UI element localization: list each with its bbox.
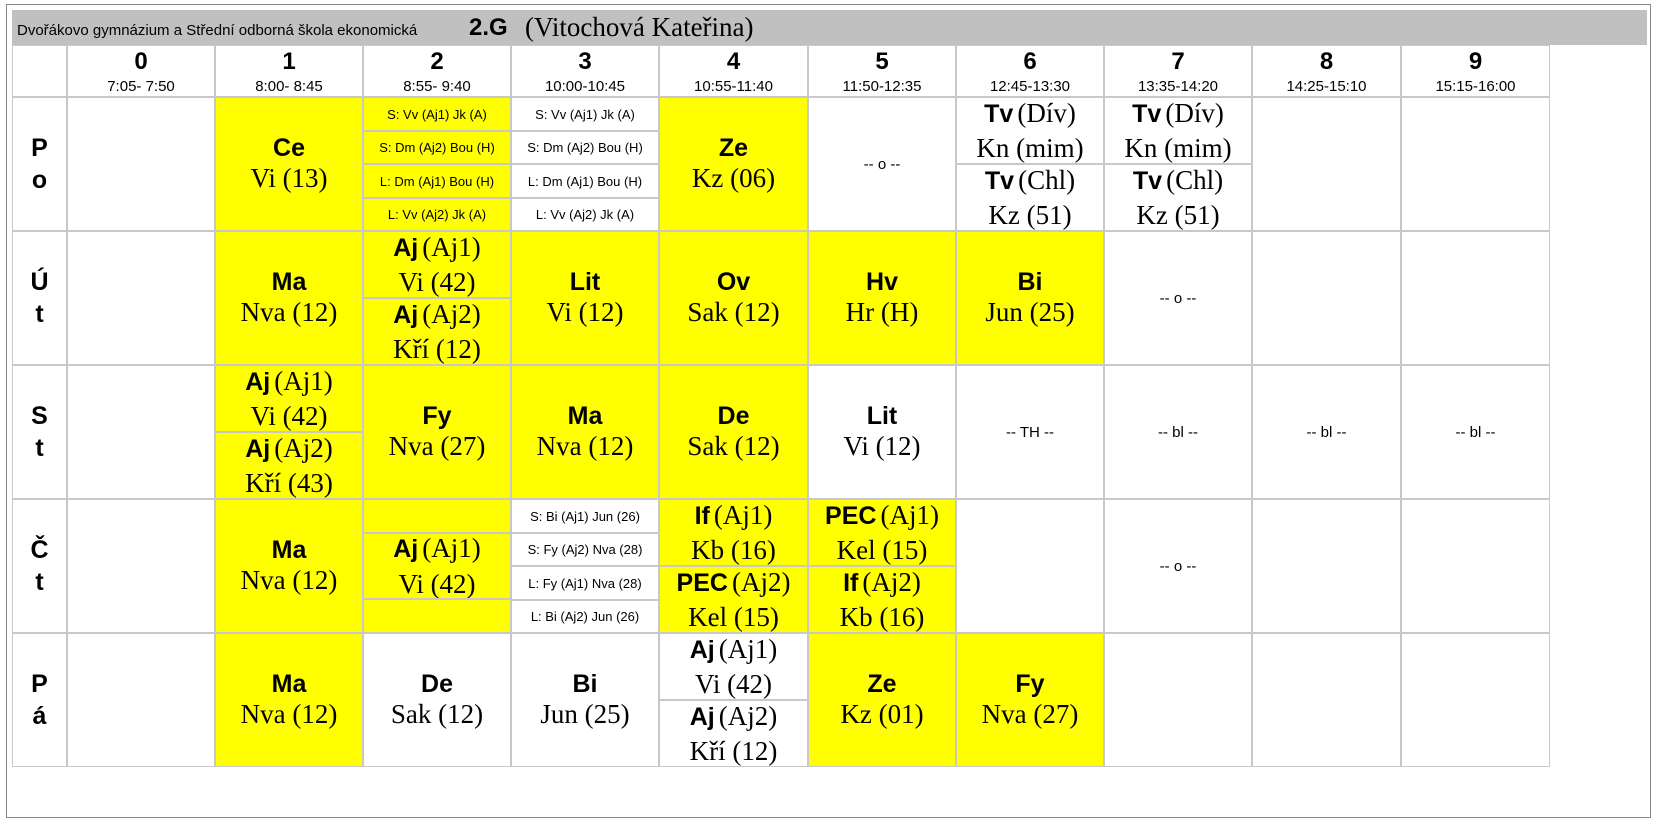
- group: (Aj2): [862, 566, 921, 597]
- day-letter: P: [31, 134, 48, 162]
- lesson-cell[interactable]: [215, 97, 363, 231]
- teacher-room: Vi (42): [250, 400, 328, 431]
- teacher-room: Kz (51): [1136, 199, 1220, 230]
- lesson-empty: [67, 499, 215, 633]
- subject: Aj: [393, 300, 419, 329]
- lesson-text: L: Vv (Aj2) Jk (A): [535, 207, 635, 222]
- lesson-text: L: Vv (Aj2) Jk (A): [387, 207, 487, 222]
- subject: If: [843, 568, 859, 597]
- day-label-thursday: [12, 499, 67, 633]
- lesson-empty: [363, 599, 511, 633]
- lesson-cell-small[interactable]: [511, 600, 659, 633]
- subject: Ma: [567, 402, 603, 430]
- lesson-text: S: Fy (Aj2) Nva (28): [527, 542, 643, 557]
- group: (Aj2): [422, 298, 481, 329]
- period-time: 14:25-15:10: [1286, 78, 1367, 95]
- teacher-room: Vi (12): [843, 431, 921, 461]
- free-period-label: -- o --: [1159, 557, 1197, 575]
- teacher-room: Nva (12): [240, 297, 338, 327]
- teacher-room: Kří (43): [245, 467, 333, 498]
- lesson-empty: [1401, 231, 1550, 365]
- lesson-empty: [956, 499, 1104, 633]
- subject: PEC: [825, 501, 877, 530]
- lesson-text: S: Vv (Aj1) Jk (A): [387, 106, 487, 122]
- day-letter: o: [31, 166, 48, 194]
- lesson-text: S: Dm (Aj2) Bou (H): [379, 140, 495, 155]
- subject: De: [421, 670, 453, 698]
- free-period-cell[interactable]: [1104, 231, 1252, 365]
- lesson-cell-small[interactable]: [363, 198, 511, 231]
- lesson-cell[interactable]: [956, 633, 1104, 767]
- group: (Aj1): [718, 633, 778, 664]
- lesson-text: S: Dm (Aj2) Bou (H): [527, 140, 643, 155]
- subject: Aj: [393, 534, 419, 563]
- lesson-cell[interactable]: [659, 499, 808, 566]
- lesson-cell-small[interactable]: [511, 97, 659, 131]
- free-period-cell[interactable]: [1104, 365, 1252, 499]
- corner-cell: [12, 45, 67, 97]
- subject: Lit: [866, 402, 898, 430]
- lesson-cell[interactable]: [215, 633, 363, 767]
- lesson-cell-small[interactable]: [363, 164, 511, 198]
- day-letter: t: [35, 300, 44, 328]
- subject: Ce: [273, 134, 305, 162]
- lesson-cell[interactable]: [808, 231, 956, 365]
- teacher-room: Kn (mim): [1124, 132, 1232, 163]
- lesson-empty: [1401, 633, 1550, 767]
- teacher-room: Kz (51): [988, 199, 1072, 230]
- free-period-label: -- TH --: [1005, 423, 1055, 441]
- period-header-7: [1104, 45, 1252, 97]
- lesson-cell[interactable]: [363, 231, 511, 298]
- group: (Aj1): [422, 533, 481, 563]
- day-letter: Ú: [30, 268, 49, 296]
- period-number: 2: [430, 48, 444, 75]
- teacher-room: Nva (12): [240, 565, 338, 595]
- lesson-cell[interactable]: [215, 365, 363, 432]
- lesson-cell[interactable]: [215, 231, 363, 365]
- lesson-cell[interactable]: [363, 633, 511, 767]
- day-letter: S: [31, 402, 48, 430]
- period-header-3: [511, 45, 659, 97]
- period-time: 10:55-11:40: [694, 78, 773, 95]
- period-header-9: [1401, 45, 1550, 97]
- period-header-8: [1252, 45, 1401, 97]
- lesson-cell-small[interactable]: [511, 198, 659, 231]
- lesson-cell[interactable]: [215, 499, 363, 633]
- school-name: Dvořákovo gymnázium a Střední odborná škola ekonomická: [17, 22, 418, 39]
- teacher-room: Vi (12): [546, 297, 624, 327]
- teacher-room: Nva (27): [981, 699, 1079, 729]
- teacher-room: Nva (27): [388, 431, 486, 461]
- period-header-2: [363, 45, 511, 97]
- lesson-cell[interactable]: [808, 633, 956, 767]
- class-teacher: (Vitochová Kateřina): [525, 12, 754, 42]
- lesson-cell-small[interactable]: [511, 131, 659, 164]
- subject: Aj: [689, 702, 715, 731]
- teacher-room: Vi (42): [398, 266, 476, 297]
- period-header-5: [808, 45, 956, 97]
- period-time: 11:50-12:35: [842, 78, 922, 95]
- lesson-empty: [1401, 97, 1550, 231]
- teacher-room: Jun (25): [540, 699, 630, 729]
- lesson-text: S: Vv (Aj1) Jk (A): [535, 106, 635, 122]
- teacher-room: Nva (12): [240, 699, 338, 729]
- lesson-cell[interactable]: [956, 164, 1104, 231]
- free-period-label: -- bl --: [1306, 423, 1347, 441]
- teacher-room: Nva (12): [536, 431, 634, 461]
- group: (Aj1): [713, 499, 773, 530]
- subject: Hv: [866, 268, 898, 296]
- teacher-room: Vi (42): [398, 568, 476, 599]
- period-number: 4: [726, 48, 741, 75]
- group: (Aj1): [880, 499, 939, 530]
- period-number: 0: [134, 48, 148, 75]
- teacher-room: Jun (25): [985, 297, 1075, 327]
- teacher-room: Kz (01): [840, 699, 924, 729]
- class-name: 2.G: [469, 14, 508, 41]
- period-time: 13:35-14:20: [1137, 78, 1219, 95]
- lesson-empty: [1252, 231, 1401, 365]
- lesson-empty: [67, 97, 215, 231]
- lesson-cell[interactable]: [659, 566, 808, 633]
- teacher-room: Kří (12): [689, 735, 778, 766]
- period-header-1: [215, 45, 363, 97]
- subject: Bi: [572, 670, 598, 698]
- period-number: 6: [1023, 48, 1037, 75]
- period-time: 7:05- 7:50: [107, 78, 175, 95]
- lesson-cell-small[interactable]: [511, 533, 659, 566]
- lesson-empty: [67, 231, 215, 365]
- free-period-cell[interactable]: [956, 365, 1104, 499]
- lesson-cell[interactable]: [363, 365, 511, 499]
- period-time: 12:45-13:30: [989, 78, 1071, 95]
- lesson-cell[interactable]: [659, 700, 808, 767]
- day-letter: P: [31, 670, 48, 698]
- day-letter: á: [32, 702, 47, 730]
- subject: Lit: [569, 268, 601, 296]
- group: (Dív): [1017, 97, 1076, 128]
- teacher-room: Vi (42): [694, 668, 773, 699]
- day-letter: t: [35, 568, 44, 596]
- group: (Dív): [1165, 97, 1224, 128]
- subject: Ze: [867, 670, 897, 698]
- lesson-cell[interactable]: [511, 231, 659, 365]
- free-period-cell[interactable]: [1104, 499, 1252, 633]
- lesson-cell-small[interactable]: [511, 499, 659, 533]
- period-header-4: [659, 45, 808, 97]
- group: (Aj2): [274, 432, 333, 463]
- period-time: 8:00- 8:45: [255, 78, 323, 95]
- period-time: 15:15-16:00: [1435, 78, 1516, 95]
- teacher-room: Vi (13): [250, 163, 328, 193]
- subject: Aj: [245, 367, 271, 396]
- free-period-cell[interactable]: [1252, 365, 1401, 499]
- lesson-empty: [1252, 499, 1401, 633]
- teacher-room: Hr (H): [845, 297, 919, 327]
- period-number: 5: [875, 48, 889, 75]
- teacher-room: Kn (mim): [976, 132, 1084, 163]
- lesson-cell[interactable]: [215, 432, 363, 499]
- teacher-room: Kz (06): [691, 163, 776, 193]
- lesson-text: S: Bi (Aj1) Jun (26): [530, 508, 640, 524]
- day-letter: Č: [30, 536, 49, 564]
- subject: Bi: [1017, 268, 1043, 296]
- free-period-label: -- bl --: [1158, 423, 1198, 441]
- day-label-tuesday: [12, 231, 67, 365]
- subject: Ma: [271, 268, 307, 296]
- subject: Aj: [689, 635, 715, 664]
- free-period-label: -- o --: [863, 155, 901, 173]
- subject: Ov: [716, 268, 751, 296]
- teacher-room: Kel (15): [836, 534, 928, 565]
- teacher-room: Sak (12): [687, 297, 780, 327]
- teacher-room: Kří (12): [393, 333, 481, 364]
- teacher-room: Kb (16): [839, 601, 925, 632]
- lesson-cell[interactable]: [808, 566, 956, 633]
- lesson-text: L: Dm (Aj1) Bou (H): [527, 173, 643, 189]
- lesson-empty: [1104, 633, 1252, 767]
- lesson-cell[interactable]: [511, 633, 659, 767]
- group: (Chl): [1018, 164, 1076, 195]
- subject: Fy: [1015, 670, 1045, 698]
- lesson-cell[interactable]: [956, 231, 1104, 365]
- free-period-label: -- bl --: [1455, 423, 1496, 441]
- lesson-text: L: Bi (Aj2) Jun (26): [530, 609, 640, 624]
- lesson-cell[interactable]: [363, 533, 511, 599]
- lesson-cell-small[interactable]: [511, 566, 659, 600]
- period-time: 10:00-10:45: [544, 78, 626, 95]
- teacher-room: Kb (16): [691, 534, 776, 565]
- lesson-cell[interactable]: [363, 298, 511, 365]
- period-number: 8: [1319, 48, 1334, 75]
- lesson-cell[interactable]: [659, 231, 808, 365]
- lesson-cell[interactable]: [956, 97, 1104, 164]
- subject: Ma: [271, 536, 307, 564]
- period-number: 9: [1468, 48, 1483, 75]
- subject: Ze: [718, 134, 749, 162]
- lesson-cell[interactable]: [659, 365, 808, 499]
- subject: PEC: [676, 568, 728, 597]
- subject: Ma: [271, 670, 307, 698]
- lesson-cell-small[interactable]: [363, 97, 511, 131]
- lesson-empty: [1252, 97, 1401, 231]
- subject: Tv: [984, 166, 1015, 195]
- subject: De: [717, 402, 750, 430]
- subject: Fy: [422, 402, 452, 430]
- group: (Aj1): [422, 231, 481, 262]
- subject: Tv: [984, 99, 1014, 128]
- lesson-cell-small[interactable]: [511, 164, 659, 198]
- group: (Aj2): [731, 566, 791, 597]
- group: (Aj2): [718, 700, 778, 731]
- subject: If: [694, 501, 710, 530]
- lesson-cell[interactable]: [1104, 164, 1252, 231]
- lesson-cell[interactable]: [659, 633, 808, 700]
- period-header-6: [956, 45, 1104, 97]
- subject: Tv: [1132, 166, 1163, 195]
- teacher-room: Sak (12): [390, 699, 484, 729]
- lesson-empty: [363, 499, 511, 533]
- lesson-cell[interactable]: [808, 499, 956, 566]
- title-bar: [12, 10, 1647, 45]
- day-letter: t: [35, 434, 44, 462]
- lesson-empty: [1252, 633, 1401, 767]
- group: (Chl): [1166, 164, 1224, 195]
- subject: Aj: [393, 233, 419, 262]
- day-label-friday: [12, 633, 67, 767]
- subject: Aj: [245, 434, 271, 463]
- lesson-empty: [67, 365, 215, 499]
- period-header-0: [67, 45, 215, 97]
- free-period-label: -- o --: [1159, 289, 1197, 307]
- teacher-room: Kel (15): [688, 601, 779, 632]
- lesson-cell-small[interactable]: [363, 131, 511, 164]
- period-number: 3: [578, 48, 592, 75]
- lesson-empty: [1401, 499, 1550, 633]
- free-period-cell[interactable]: [808, 97, 956, 231]
- lesson-text: L: Fy (Aj1) Nva (28): [528, 575, 642, 591]
- lesson-cell[interactable]: [511, 365, 659, 499]
- lesson-cell[interactable]: [808, 365, 956, 499]
- lesson-cell[interactable]: [1104, 97, 1252, 164]
- lesson-text: L: Dm (Aj1) Bou (H): [379, 173, 495, 189]
- subject: Tv: [1132, 99, 1162, 128]
- day-label-monday: [12, 97, 67, 231]
- teacher-room: Sak (12): [687, 431, 780, 461]
- day-label-wednesday: [12, 365, 67, 499]
- period-number: 7: [1171, 48, 1185, 75]
- lesson-cell[interactable]: [659, 97, 808, 231]
- period-number: 1: [282, 48, 296, 75]
- period-time: 8:55- 9:40: [403, 78, 471, 95]
- group: (Aj1): [274, 365, 333, 396]
- lesson-empty: [67, 633, 215, 767]
- free-period-cell[interactable]: [1401, 365, 1550, 499]
